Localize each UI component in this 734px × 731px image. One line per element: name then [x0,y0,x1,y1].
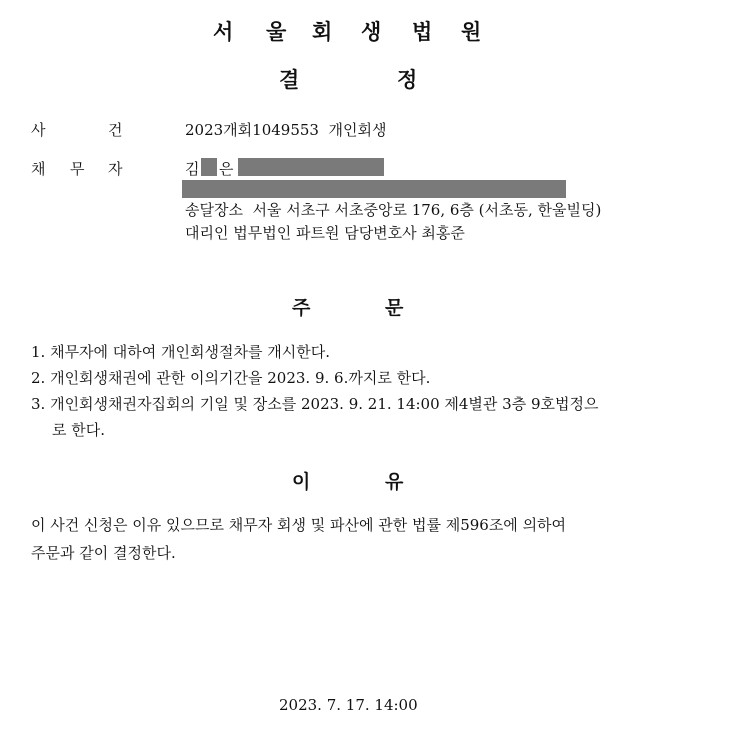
decision-date: 2023. 7. 17. 14:00 [279,696,418,714]
reason-line: 주문과 같이 결정한다. [31,544,176,562]
title-char: 결 [279,67,300,92]
order-item: 3. 개인회생채권자집회의 기일 및 장소를 2023. 9. 21. 14:00 제4별관 3층 9호법정으 [31,395,599,413]
redaction-block [238,158,384,176]
delivery-address: 송달장소 서울 서초구 서초중앙로 176, 6층 (서초동, 한울빌딩) [185,201,602,219]
debtor-label-char: 채 [31,160,46,178]
court-name-char: 회 [312,19,333,44]
court-name-char: 울 [266,19,287,44]
order-item-continued: 로 한다. [52,421,106,439]
case-label-char: 사 [31,121,46,139]
heading-char: 주 [292,297,311,319]
court-name-char: 생 [361,19,382,44]
court-name-char: 서 [213,19,234,44]
debtor-name-last: 은 [219,160,234,178]
heading-char: 유 [385,471,404,493]
case-number: 2023개회1049553 개인회생 [185,121,387,139]
reason-line: 이 사건 신청은 이유 있으므로 채무자 회생 및 파산에 관한 법률 제596조에 의하여 [31,516,567,534]
court-name-char: 법 [412,19,433,44]
redaction-block [201,158,217,176]
court-name-char: 원 [461,19,482,44]
heading-char: 문 [385,297,404,319]
debtor-name-first: 김 [185,160,200,178]
order-item: 1. 채무자에 대하여 개인회생절차를 개시한다. [31,343,330,361]
debtor-label-char: 자 [108,160,123,178]
title-char: 정 [397,67,418,92]
redaction-block [182,180,566,198]
debtor-label-char: 무 [70,160,85,178]
agent-info: 대리인 법무법인 파트원 담당변호사 최홍준 [185,224,465,242]
heading-char: 이 [292,471,311,493]
case-label-char: 건 [108,121,123,139]
order-item: 2. 개인회생채권에 관한 이의기간을 2023. 9. 6.까지로 한다. [31,369,431,387]
